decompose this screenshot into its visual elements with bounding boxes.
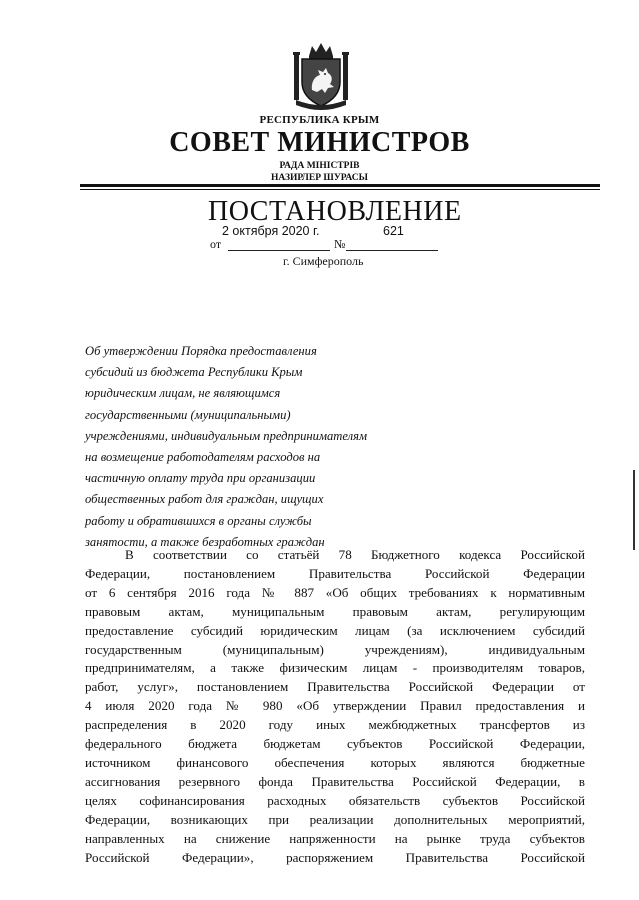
- header-rule-thick: [80, 184, 600, 187]
- subject-line: общественных работ для граждан, ищущих: [85, 492, 324, 507]
- body-line: федерального бюджета бюджетам субъектов Российской Федерации,: [85, 736, 585, 752]
- subject-line: работу и обратившихся в органы службы: [85, 513, 312, 528]
- council-name-translations: [0, 160, 639, 184]
- body-line: 4 июля 2020 года № 980 «Об утверждении Правил предоставления и: [85, 698, 585, 714]
- decree-date: 2 октября 2020 г.: [222, 224, 320, 238]
- subject-line: частичную оплату труда при организации: [85, 471, 316, 486]
- subject-line: учреждениями, индивидуальным предпринимателям: [85, 428, 368, 443]
- body-line: направленных на снижение напряженности на рынке труда субъектов: [85, 830, 585, 846]
- subject-line: субсидий из бюджета Республики Крым: [85, 365, 303, 380]
- council-name-crimean-tatar: НАЗИРЛЕР ШУРАСЫ: [271, 173, 368, 183]
- subject-line: занятости, а также безработных граждан: [85, 534, 325, 549]
- decree-title: ПОСТАНОВЛЕНИЕ: [208, 196, 462, 227]
- subject-line: юридическим лицам, не являющимся: [85, 386, 281, 401]
- body-line: от 6 сентября 2016 года № 887 «Об общих требованиях к нормативным: [85, 584, 585, 600]
- crimea-coat-of-arms-icon: [292, 40, 350, 112]
- republic-name: РЕСПУБЛИКА КРЫМ: [259, 114, 380, 126]
- body-line: работ, услуг», постановлением Правительства Российской Федерации от: [85, 679, 585, 695]
- body-line: предпринимателям, а также физическим лицам - производителям товаров,: [85, 660, 585, 676]
- body-line: В соответствии со статьёй 78 Бюджетного кодекса Российской: [125, 547, 585, 562]
- subject-line: государственными (муниципальными): [85, 407, 291, 422]
- body-line: целях софинансирования расходных обязательств субъектов Российской: [85, 792, 585, 808]
- body-line: распределения в 2020 году иных межбюджетных трансфертов из: [85, 717, 585, 733]
- body-line: Российской Федерации», распоряжением Правительства Российской: [85, 849, 585, 865]
- body-line: источником финансового обеспечения которых являются бюджетные: [85, 754, 585, 770]
- date-label: от: [210, 237, 222, 251]
- council-name-ukrainian: РАДА МІНІСТРІВ: [279, 161, 360, 171]
- body-line: Федерации, возникающих при реализации дополнительных мероприятий,: [85, 811, 585, 827]
- body-line: предоставление субсидий юридическим лицам (за исключением субсидий: [85, 622, 585, 638]
- subject-line: на возмещение работодателям расходов на: [85, 450, 321, 465]
- number-label: №: [334, 237, 346, 251]
- subject-line: Об утверждении Порядка предоставления: [85, 344, 317, 358]
- body-line: правовым актам, муниципальным правовым актам, регулирующим: [85, 603, 585, 619]
- city-name: г. Симферополь: [283, 254, 364, 268]
- council-of-ministers-title: СОВЕТ МИНИСТРОВ: [169, 127, 470, 158]
- body-line: Федерации, постановлением Правительства Российской Федерации: [85, 565, 585, 581]
- body-line: государственным (муниципальным) учреждениям), индивидуальным: [85, 641, 585, 657]
- date-underline: [228, 250, 330, 251]
- scan-edge-mark: [633, 470, 635, 550]
- decree-subject: [85, 341, 425, 553]
- decree-number: 621: [383, 224, 404, 238]
- header-rule-thin: [80, 189, 600, 190]
- decree-body-paragraph: [85, 546, 585, 867]
- number-underline: [346, 250, 438, 251]
- body-line: ассигнования резервного фонда Правительства Российской Федерации, в: [85, 773, 585, 789]
